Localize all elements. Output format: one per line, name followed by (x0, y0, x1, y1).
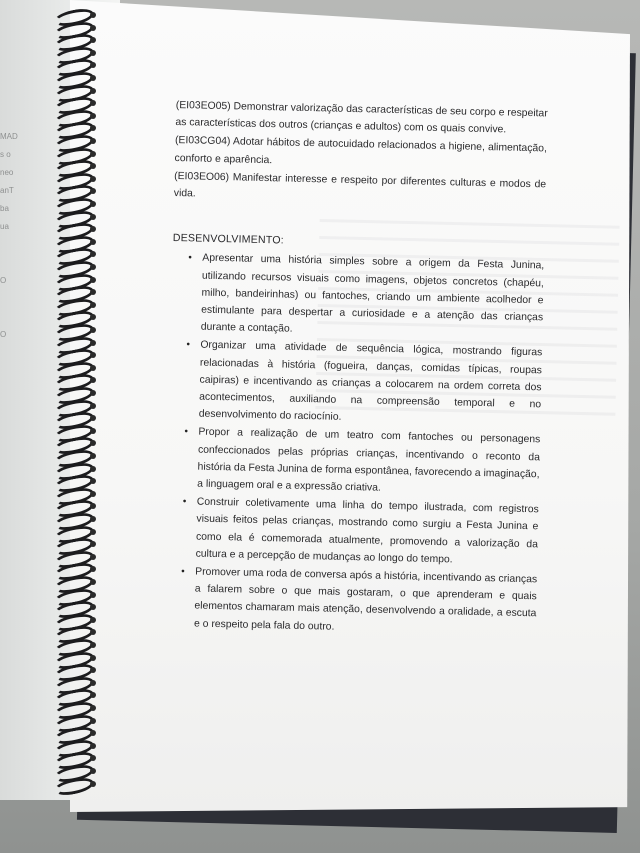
spiral-coil (44, 690, 100, 702)
punch-hole (90, 680, 96, 686)
spiral-coil (44, 716, 100, 728)
spiral-coil (44, 199, 100, 211)
spiral-coil (44, 451, 100, 463)
spiral-coil (44, 615, 100, 627)
spiral-coil (44, 438, 100, 450)
spiral-coil (44, 627, 100, 639)
punch-hole (90, 302, 96, 308)
punch-hole (90, 440, 96, 446)
punch-hole (90, 453, 96, 459)
spiral-coil (44, 136, 100, 148)
punch-hole (90, 692, 96, 698)
punch-hole (90, 629, 96, 635)
punch-hole (90, 239, 96, 245)
development-list (164, 249, 545, 640)
punch-hole (90, 163, 96, 169)
spiral-coil (44, 489, 100, 501)
punch-hole (90, 314, 96, 320)
punch-hole (90, 100, 96, 106)
left-fragment (0, 290, 26, 308)
objective-paragraph: (EI03CG04) Adotar hábitos de autocuidado relacionados a higiene, alimentação, conforto e aparência. (174, 135, 548, 166)
punch-hole (90, 88, 96, 94)
punch-hole (90, 415, 96, 421)
punch-hole (90, 214, 96, 220)
spiral-coil (44, 564, 100, 576)
left-fragment: O (0, 276, 7, 285)
punch-hole (90, 377, 96, 383)
punch-hole (90, 554, 96, 560)
spiral-coil (44, 237, 100, 249)
spiral-coil (44, 325, 100, 337)
punch-hole (90, 390, 96, 396)
punch-hole (90, 113, 96, 119)
punch-hole (90, 365, 96, 371)
spiral-coil (44, 539, 100, 551)
punch-hole (90, 667, 96, 673)
punch-hole (90, 781, 96, 787)
punch-hole (90, 579, 96, 585)
list-item: • Apresentar uma história simples sobre a origem da Festa Junina, utilizando recursos visuais como imagens, objetos concretos (chapéu, milho, bandeirinhas) ou fantoches, criando um ambiente acolhedor e estimulante para despertar a curiosidade e a atenção das crianças durante a contação. (171, 249, 545, 343)
spiral-coil (44, 312, 100, 324)
punch-hole (90, 37, 96, 43)
spiral-coil (44, 123, 100, 135)
punch-hole (90, 655, 96, 661)
punch-hole (90, 251, 96, 257)
spiral-binding (44, 10, 100, 800)
punch-hole (90, 226, 96, 232)
left-fragment: anT (0, 186, 14, 195)
left-page-text-fragments (0, 128, 26, 344)
left-fragment: ua (0, 222, 9, 231)
punch-hole (90, 188, 96, 194)
punch-hole (90, 491, 96, 497)
punch-hole (90, 277, 96, 283)
spiral-coil (44, 212, 100, 224)
punch-hole (90, 352, 96, 358)
punch-hole (90, 75, 96, 81)
punch-hole (90, 541, 96, 547)
punch-hole (90, 718, 96, 724)
list-item: • Construir coletivamente uma linha do tempo ilustrada, com registros visuais feitos pelas crianças, mostrando como surgiu a Festa Junina e como ela é comemorada atualmente, promovendo a valorização da cultura e a percepção de mudanças ao longo do tempo. (165, 493, 538, 570)
punch-hole (90, 340, 96, 346)
spiral-coil (44, 741, 100, 753)
objective-paragraph: (EI03EO05) Demonstrar valorização das características de seu corpo e respeitar as características dos outros (crianças e adultos) com os quais convive. (175, 99, 548, 136)
punch-hole (90, 138, 96, 144)
punch-hole (90, 327, 96, 333)
spiral-coil (44, 10, 100, 22)
spiral-coil (44, 350, 100, 362)
spiral-coil (44, 48, 100, 60)
punch-hole (90, 151, 96, 157)
punch-hole (90, 503, 96, 509)
spiral-coil (44, 552, 100, 564)
punch-hole (90, 176, 96, 182)
list-item: • Propor a realização de um teatro com fantoches ou personagens confeccionados pelas próprias crianças, incentivando o reconto da história da Festa Junina de forma espontânea, favorecendo a imaginação, a linguagem oral e a expressão criativa. (167, 423, 540, 500)
spiral-coil (44, 413, 100, 425)
punch-hole (90, 516, 96, 522)
punch-hole (90, 201, 96, 207)
spiral-coil (44, 375, 100, 387)
punch-hole (90, 62, 96, 68)
coil-ring (53, 775, 95, 798)
punch-hole (90, 755, 96, 761)
punch-hole (90, 428, 96, 434)
left-fragment: neo (0, 168, 14, 177)
spiral-coil (44, 501, 100, 513)
section-title: DESENVOLVIMENTO: (172, 232, 285, 247)
spiral-coil (44, 111, 100, 123)
spiral-coil (44, 527, 100, 539)
punch-hole (90, 730, 96, 736)
document-content (164, 97, 548, 641)
spiral-coil (44, 703, 100, 715)
spiral-coil (44, 514, 100, 526)
punch-hole (90, 25, 96, 31)
spiral-coil (44, 224, 100, 236)
punch-hole (90, 705, 96, 711)
punch-hole (90, 12, 96, 18)
punch-hole (90, 125, 96, 131)
spiral-coil (44, 753, 100, 765)
punch-hole (90, 50, 96, 56)
spiral-coil (44, 678, 100, 690)
spiral-coil (44, 779, 100, 791)
left-fragment: s o (0, 150, 11, 159)
punch-hole (90, 264, 96, 270)
objective-paragraph: (EI03EO06) Manifestar interesse e respeito por diferentes culturas e modos de vida. (173, 170, 547, 200)
spiral-coil (44, 602, 100, 614)
punch-hole (90, 642, 96, 648)
punch-hole (90, 768, 96, 774)
spiral-coil (44, 35, 100, 47)
spiral-coil (44, 640, 100, 652)
left-fragment (0, 308, 26, 326)
spiral-coil (44, 426, 100, 438)
punch-hole (90, 529, 96, 535)
list-item: • Organizar uma atividade de sequência lógica, mostrando figuras relacionadas à história (fogueira, danças, comidas típicas, roupas caipiras) e incentivando as crianças a colocarem na ordem correta dos acontecimentos, auxiliando na compreensão temporal e no desenvolvimento do raciocínio. (169, 336, 543, 430)
list-item: • Promover uma roda de conversa após a história, incentivando as crianças a falarem sobre o que mais gostaram, o que aprenderam e quais elementos chamaram mais atenção, desenvolvendo a oralidade, a escuta e o respeito pela fala do outro. (164, 563, 537, 640)
spiral-coil (44, 86, 100, 98)
spiral-coil (44, 60, 100, 72)
punch-hole (90, 617, 96, 623)
spiral-coil (44, 363, 100, 375)
punch-hole (90, 466, 96, 472)
spiral-coil (44, 300, 100, 312)
punch-hole (90, 566, 96, 572)
spiral-coil (44, 665, 100, 677)
left-fragment: ba (0, 204, 9, 213)
spiral-coil (44, 338, 100, 350)
punch-hole (90, 403, 96, 409)
spiral-coil (44, 23, 100, 35)
spiral-coil (44, 262, 100, 274)
spiral-coil (44, 98, 100, 110)
spiral-coil (44, 464, 100, 476)
spiral-coil (44, 161, 100, 173)
spiral-coil (44, 590, 100, 602)
spiral-coil (44, 249, 100, 261)
left-fragment: O (0, 330, 7, 339)
punch-hole (90, 743, 96, 749)
punch-hole (90, 604, 96, 610)
spiral-coil (44, 275, 100, 287)
spiral-coil (44, 766, 100, 778)
spiral-coil (44, 728, 100, 740)
spiral-coil (44, 401, 100, 413)
left-fragment (0, 236, 26, 254)
left-fragment: MAD (0, 132, 18, 141)
spiral-coil (44, 73, 100, 85)
spiral-coil (44, 653, 100, 665)
punch-hole (90, 478, 96, 484)
punch-hole (90, 289, 96, 295)
spiral-coil (44, 476, 100, 488)
spiral-coil (44, 388, 100, 400)
spiral-coil (44, 174, 100, 186)
spiral-coil (44, 577, 100, 589)
left-fragment (0, 254, 26, 272)
spiral-coil (44, 287, 100, 299)
spiral-coil (44, 186, 100, 198)
punch-hole (90, 592, 96, 598)
spiral-coil (44, 149, 100, 161)
